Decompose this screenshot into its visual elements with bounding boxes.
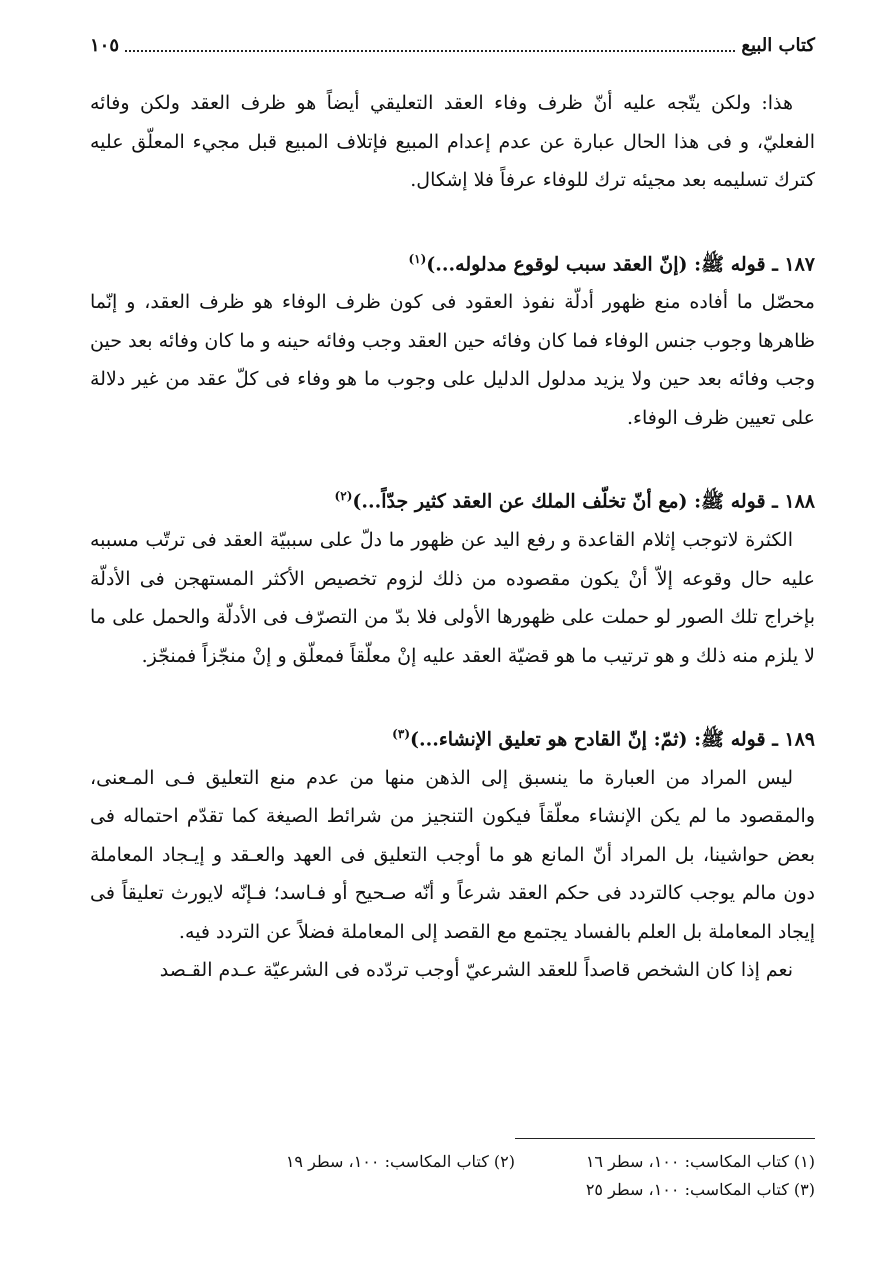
footnotes — [90, 1148, 815, 1204]
footnote-1: (١) كتاب المكاسب: ١٠٠، سطر ١٦ — [585, 1152, 815, 1171]
footnote-divider — [515, 1138, 815, 1139]
footnote-row — [90, 1148, 815, 1176]
paragraph-intro: هذا: ولكن يتّجه عليه أنّ ظرف وفاء العقد التعليقي أيضاً هو ظرف العقد ولكن وفائه الفعليّ، و فى هذا الحال عبارة عن عدم إعدام المبيع فإتلاف المبيع قبل مجيء المعلّق عليه كترك تسليمه بعد مجيئه ترك للوفاء عرفاً فلا إشكال. — [90, 92, 815, 191]
paragraph-188: الكثرة لاتوجب إثلام القاعدة و رفع اليد عن ظهور ما دلّ على سببيّة العقد فى ترتّب مسببه عليه حال وقوعه إلاّ أنْ يكون مقصوده من ذلك لزوم تخصيص الأكثر المستهجن فى الأدلّة بإخراج تلك الصور لو حملت على ظهورها الأولى فلا بدّ من التصرّف فى الأدلّة والحمل على ما لا يلزم منه ذلك و هو ترتيب ما هو قضيّة العقد عليه إنْ معلّقاً فمعلّق و إنْ منجّزاً فمنجّز. — [90, 529, 815, 667]
heading-187-text: ١٨٧ ـ قوله ﷺ: (إنّ العقد سبب لوقوع مدلوله...) — [426, 252, 815, 275]
paragraph-189: ليس المراد من العبارة ما ينسبق إلى الذهن منها من عدم منع التعليق فـى المـعنى، والمقصود ما لم يكن الإنشاء معلّقاً فيكون التنجيز من شرائط الصيغة كما تقدّم احتماله فى بعض حواشينا، بل المراد أنّ المانع هو ما أوجب التعليق فى العهد والعـقد و إيـجاد المعاملة دون مالم يوجب كالتردد فى حكم العقد شرعاً و أنّه صـحيح أو فـاسد؛ فـإنّه لايورث تعليقاً فى إيجاد المعاملة بل العلم بالفساد يجتمع مع القصد إلى المعاملة فضلاً عن التردد فيه. — [90, 766, 815, 943]
footnote-ref-3: (٣) — [392, 727, 410, 742]
paragraph-last: نعم إذا كان الشخص قاصداً للعقد الشرعيّ أوجب تردّده فى الشرعيّة عـدم القـصد — [159, 959, 793, 982]
header-title: كتاب البيع — [741, 34, 815, 56]
paragraph-187: محصّل ما أفاده منع ظهور أدلّة نفوذ العقود فى كون ظرف الوفاء هو ظرف العقد، و إنّما ظاهرها وجوب جنس الوفاء فما كان وفائه حين العقد وجب وفائه حينه و ما كان وفائه بعد حين وجب وفائه بعد حين ولا يزيد مدلول الدليل على وجوب ما هو وفاء فى كلّ عقد من غير دلالة على تعيين ظرف الوفاء. — [90, 291, 815, 429]
footnote-ref-1: (١) — [408, 251, 427, 266]
footnote-2: (٢) كتاب المكاسب: ١٠٠، سطر ١٩ — [285, 1152, 515, 1171]
running-header — [90, 30, 815, 60]
heading-187 — [90, 240, 815, 284]
footnote-3: (٣) كتاب المكاسب: ١٠٠، سطر ٢٥ — [585, 1180, 815, 1199]
page-number: ١٠٥ — [90, 34, 120, 56]
heading-188 — [90, 477, 815, 521]
header-dot-leader — [125, 50, 735, 52]
footnote-ref-2: (٢) — [334, 489, 353, 504]
page-body — [90, 84, 815, 990]
heading-189 — [90, 715, 815, 759]
heading-189-text: ١٨٩ ـ قوله ﷺ: (ثمّ: إنّ القادح هو تعليق الإنشاء...) — [410, 728, 815, 751]
footnote-row — [90, 1176, 815, 1204]
heading-188-text: ١٨٨ ـ قوله ﷺ: (مع أنّ تخلّف الملك عن العقد كثير جدّاً...) — [352, 490, 815, 513]
